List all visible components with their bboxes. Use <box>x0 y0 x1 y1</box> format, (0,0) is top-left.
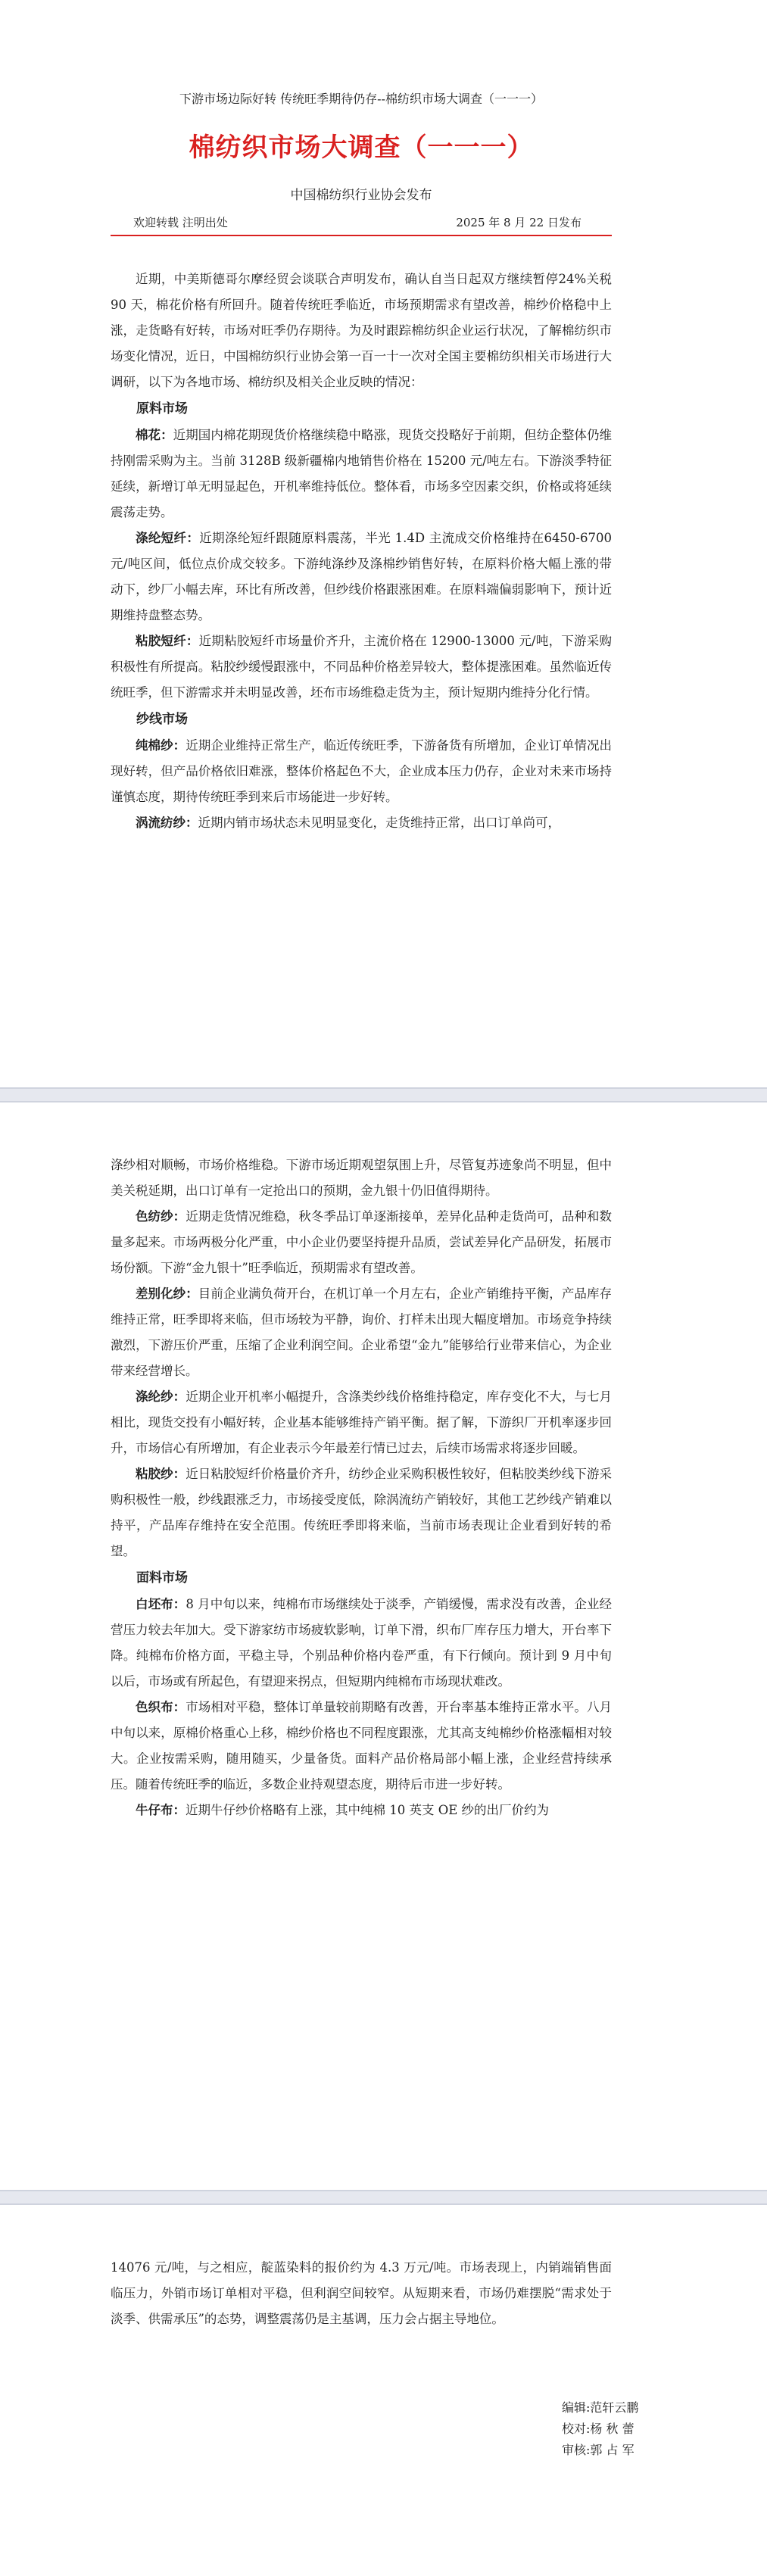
item-lead: 牛仔布： <box>136 1803 186 1817</box>
reprint-notice: 欢迎转载 注明出处 <box>133 216 228 229</box>
item-text: 近期走货情况维稳，秋冬季品订单逐渐接单，差异化品种走货尚可，品种和数量多起来。市场两极分化严重，中小企业仍要坚持提升品质，尝试差异化产品研发，拓展市场份额。下游“金九银十”旺季临近，预期需求有望改善。 <box>111 1209 613 1275</box>
section-heading-yarn: 纱线市场 <box>136 712 188 727</box>
meta-row <box>111 212 612 233</box>
item-text: 近期国内棉花期现货价格继续稳中略涨，现货交投略好于前期，但纺企整体仍维持刚需采购为主。当前 3128B 级新疆棉内地销售价格在 15200 元/吨左右。下游淡季特征延续，新增订单无明显起色，开机率维持低位。整体看，市场多空因素交织，价格或将延续震荡走势。 <box>111 428 613 519</box>
item-lead: 色纺纱： <box>136 1209 186 1224</box>
page-separator <box>0 1087 767 1102</box>
item-lead: 涡流纺纱： <box>136 816 198 830</box>
item-grey-fabric <box>111 1592 612 1695</box>
editor-credit: 编辑:范轩云鹏 <box>562 2400 639 2415</box>
reviewer-credit: 审核:郭 占 军 <box>562 2443 634 2457</box>
section-heading-raw: 原料市场 <box>136 401 188 416</box>
red-divider <box>111 235 612 236</box>
item-text: 近期粘胶短纤市场量价齐升，主流价格在 12900-13000 元/吨，下游采购积极性有所提高。粘胶纱缓慢跟涨中，不同品种价格差异较大，整体提涨困难。虽然临近传统旺季，但下游需求并未明显改善，坯布市场维稳走货为主，预计短期内维持分化行情。 <box>111 634 612 700</box>
item-lead: 棉花： <box>136 428 173 442</box>
document-main-title: 棉纺织市场大调查（一一一） <box>189 133 534 163</box>
item-text: 目前企业满负荷开台，在机订单一个月左右，企业产销维持平衡，产品库存维持正常，旺季即将来临，但市场较为平静，询价、打样未出现大幅度增加。市场竞争持续激烈，下游压价严重，压缩了企业利润空间。企业希望“金九”能够给行业带来信心，为企业带来经营增长。 <box>111 1286 613 1378</box>
item-text: 8 月中旬以来，纯棉布市场继续处于淡季，产销缓慢，需求没有改善，企业经营压力较去年加大。受下游家纺市场疲软影响，订单下滑，织布厂库存压力增大，开台率下降。纯棉布价格方面，平稳主导，个别品种价格内卷严重，有下行倾向。预计到 9 月中旬以后，市场或有所起色，有望迎来拐点，但短期内纯棉布市场现状难改。 <box>111 1597 613 1689</box>
section-heading-fabric: 面料市场 <box>136 1570 188 1586</box>
publisher-line: 中国棉纺织行业协会发布 <box>290 188 432 203</box>
page-3 <box>0 2205 767 2576</box>
signoff-block <box>562 2397 638 2461</box>
item-lead: 粘胶纱： <box>136 1467 186 1481</box>
item-denim <box>111 1798 612 1823</box>
item-text: 近日粘胶短纤价格量价齐升，纺纱企业采购积极性较好，但粘胶类纱线下游采购积极性一般，纱线跟涨乏力，市场接受度低，除涡流纺产销较好，其他工艺纱线产销难以持平，产品库存维持在安全范围。传统旺季即将来临，当前市场表现让企业看到好转的希望。 <box>111 1467 613 1558</box>
page-1 <box>0 0 767 1087</box>
item-lead: 涤纶纱： <box>136 1389 186 1404</box>
item-text: 近期企业开机率小幅提升，含涤类纱线价格维持稳定，库存变化不大，与七月相比，现货交投有小幅好转，企业基本能够维持产销平衡。据了解，下游织厂开机率逐步回升，市场信心有所增加，有企业表示今年最差行情已过去，后续市场需求将逐步回暖。 <box>111 1389 613 1455</box>
item-lead: 色织布： <box>136 1700 186 1714</box>
item-lead: 白坯布： <box>136 1597 186 1611</box>
item-text: 市场相对平稳，整体订单量较前期略有改善，开台率基本维持正常水平。八月中旬以来，原棉价格重心上移，棉纱价格也不同程度跟涨，尤其高支纯棉纱价格涨幅相对较大。企业按需采购，随用随买，少量备货。面料产品价格局部小幅上涨，企业经营持续承压。随着传统旺季的临近，多数企业持观望态度，期待后市进一步好转。 <box>111 1700 613 1792</box>
intro-paragraph: 近期，中美斯德哥尔摩经贸会谈联合声明发布，确认自当日起双方继续暂停24%关税 90 天，棉花价格有所回升。随着传统旺季临近，市场预期需求有望改善，棉纱价格稳中上涨，走货略有好转，市场对旺季仍存期待。为及时跟踪棉纺织企业运行状况，了解棉纺织市场变化情况，近日，中国棉纺织行业协会第一百一十一次对全国主要棉纺织相关市场进行大调研，以下为各地市场、棉纺织及相关企业反映的情况： <box>111 272 612 389</box>
item-differentiated-yarn <box>111 1281 612 1384</box>
document-top-title: 下游市场边际好转 传统旺季期待仍存--棉纺织市场大调查（一一一） <box>179 92 543 106</box>
item-polyester-cotton-yarn <box>111 1384 612 1461</box>
item-vortex-yarn-continued: 涤纱相对顺畅，市场价格维稳。下游市场近期观望氛围上升，尽管复苏迹象尚不明显，但中美关税延期，出口订单有一定抢出口的预期，金九银十仍旧值得期待。 <box>111 1158 612 1198</box>
item-text: 近期内销市场状态未见明显变化，走货维持正常，出口订单尚可， <box>198 816 560 830</box>
item-dyed-yarn <box>111 1204 612 1281</box>
item-text: 近期涤纶短纤跟随原料震荡，半光 1.4D 主流成交价格维持在6450-6700 元/吨区间，低位点价成交较多。下游纯涤纱及涤棉纱销售好转，在原料价格大幅上涨的带动下，纱厂小幅去库，环比有所改善，但纱线价格跟涨困难。在原料端偏弱影响下，预计近期维持盘整态势。 <box>111 531 612 622</box>
item-denim-continued: 14076 元/吨，与之相应，靛蓝染料的报价约为 4.3 万元/吨。市场表现上，内销端销售面临压力，外销市场订单相对平稳，但利润空间较窄。从短期来看，市场仍难摆脱“需求处于淡季、供需承压”的态势，调整震荡仍是主基调，压力会占据主导地位。 <box>111 2260 612 2326</box>
proofreader-credit: 校对:杨 秋 蕾 <box>562 2422 634 2436</box>
item-lead: 纯棉纱： <box>136 738 186 753</box>
item-lead: 粘胶短纤： <box>136 634 199 648</box>
item-viscose-staple <box>111 628 612 706</box>
page-2 <box>0 1102 767 2190</box>
item-polyester-staple <box>111 525 612 628</box>
item-pure-cotton-yarn <box>111 733 612 810</box>
item-vortex-yarn <box>111 810 612 836</box>
item-lead: 涤纶短纤： <box>136 531 200 545</box>
item-viscose-yarn <box>111 1461 612 1564</box>
item-text: 近期牛仔纱价格略有上涨，其中纯棉 10 英支 OE 纱的出厂价约为 <box>186 1803 550 1817</box>
publish-date: 2025 年 8 月 22 日发布 <box>456 216 581 229</box>
item-cotton <box>111 423 612 525</box>
item-lead: 差别化纱： <box>136 1286 198 1301</box>
item-text: 近期企业维持正常生产，临近传统旺季，下游备货有所增加，企业订单情况出现好转，但产品价格依旧难涨，整体价格起色不大，企业成本压力仍存，企业对未来市场持谨慎态度，期待传统旺季到来后市场能进一步好转。 <box>111 738 613 804</box>
item-dyed-fabric <box>111 1695 612 1798</box>
page-separator <box>0 2190 767 2205</box>
